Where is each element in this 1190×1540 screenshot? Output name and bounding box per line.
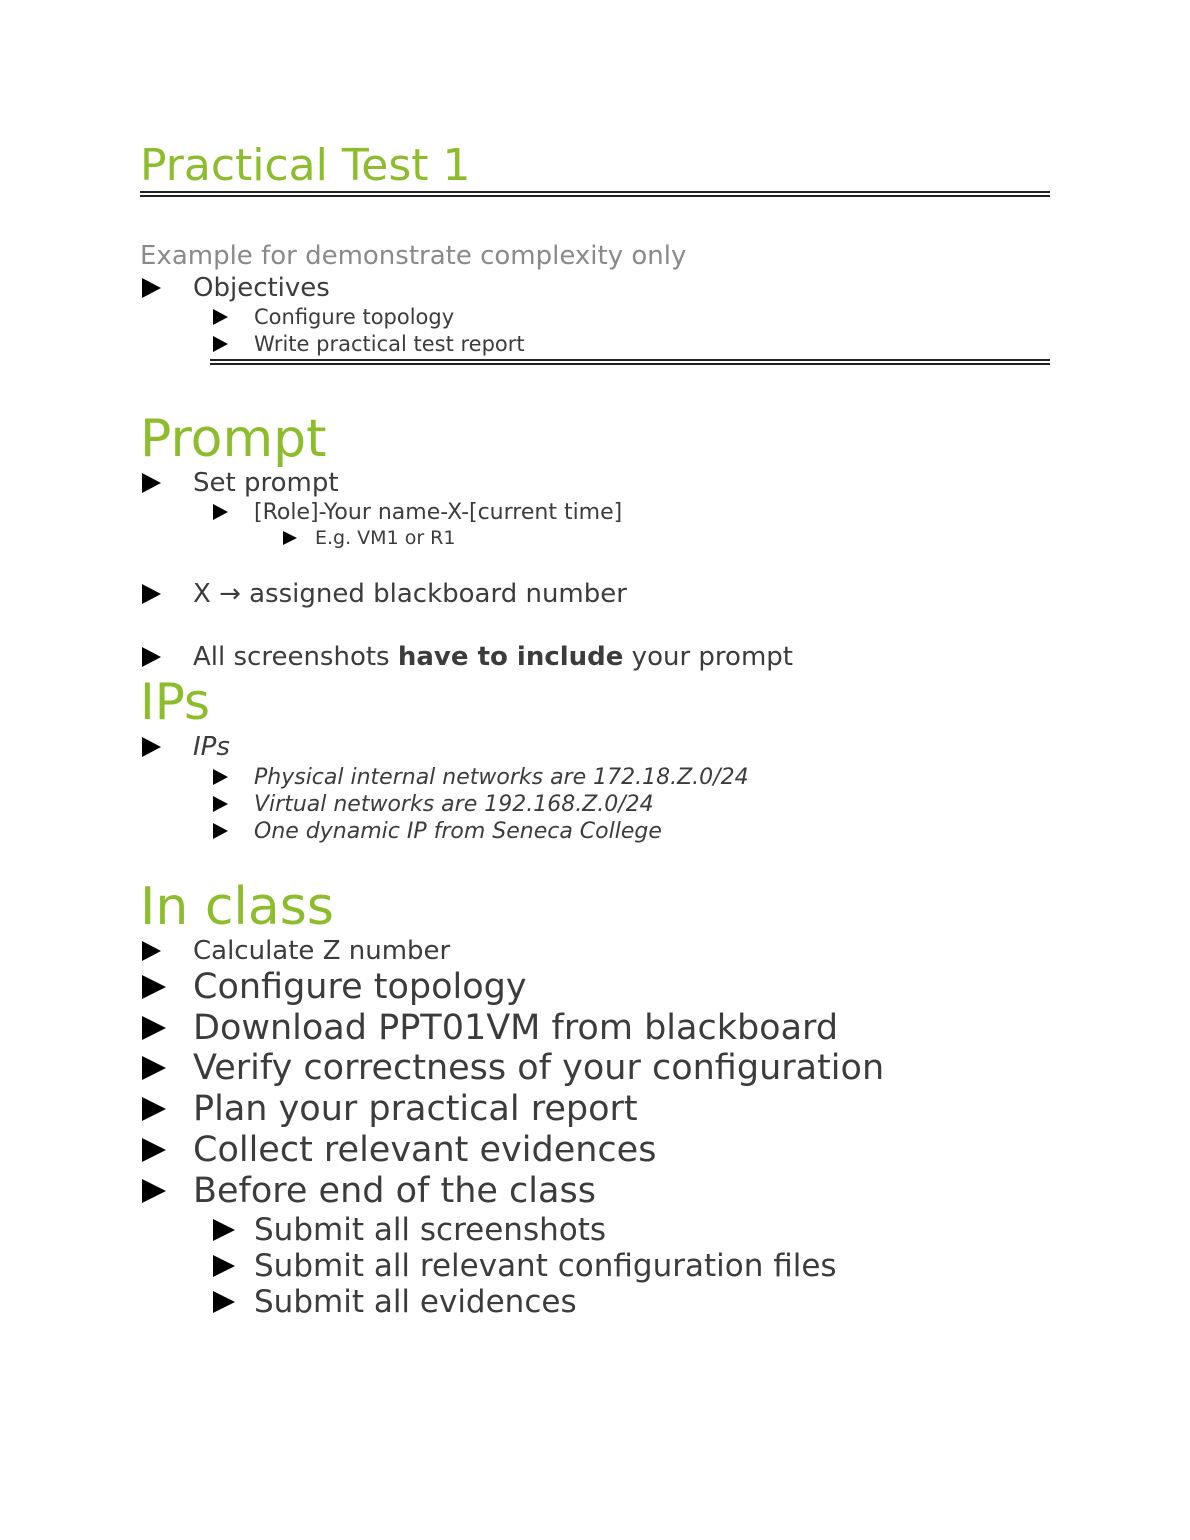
bullet-triangle-icon <box>213 1219 235 1241</box>
in-class-label: Plan your practical report <box>193 1089 638 1129</box>
section-heading-ips: IPs <box>140 673 211 731</box>
in-class-item <box>142 966 527 1008</box>
objectives-item <box>142 272 330 304</box>
emphasis-text: have to include <box>397 642 624 672</box>
bullet-triangle-icon <box>142 737 161 757</box>
in-class-label: Before end of the class <box>193 1171 596 1211</box>
in-class-item <box>142 1088 638 1130</box>
bullet-triangle-icon <box>142 1097 166 1121</box>
prompt-screenshots-item <box>142 641 793 673</box>
in-class-label: Collect relevant evidences <box>193 1130 657 1170</box>
ips-sub-item <box>213 817 662 845</box>
prompt-example: E.g. VM1 or R1 <box>315 527 456 549</box>
bullet-triangle-icon <box>213 769 228 785</box>
ips-sub-item <box>213 790 654 818</box>
bullet-triangle-icon <box>213 336 228 352</box>
in-class-label: Configure topology <box>193 967 527 1007</box>
in-class-item <box>142 1170 596 1212</box>
in-class-item <box>142 1047 884 1089</box>
bullet-triangle-icon <box>213 796 228 812</box>
ips-sub-label: Virtual networks are 192.168.Z.0/24 <box>254 791 654 817</box>
ips-sub-item <box>213 763 749 791</box>
in-class-item <box>142 1007 838 1049</box>
bullet-triangle-icon <box>283 531 297 545</box>
bullet-triangle-icon <box>142 941 161 961</box>
ips-sub-label: Physical internal networks are 172.18.Z.0/24 <box>254 764 749 790</box>
objective-item <box>213 331 525 357</box>
bullet-triangle-icon <box>142 278 161 298</box>
bullet-triangle-icon <box>213 823 228 839</box>
bullet-triangle-icon <box>142 975 166 999</box>
in-class-sub-label: Submit all relevant configuration files <box>254 1248 837 1284</box>
in-class-sub-item <box>213 1247 837 1285</box>
objectives-divider <box>210 359 1050 365</box>
bullet-triangle-icon <box>142 1016 166 1040</box>
bullet-triangle-icon <box>142 1138 166 1162</box>
ips-item <box>142 731 230 763</box>
objective-label: Write practical test report <box>254 332 525 356</box>
ips-label: IPs <box>193 732 230 762</box>
prompt-format: [Role]-Your name-X-[current time] <box>254 499 623 525</box>
objective-item <box>213 304 454 330</box>
section-heading-in-class: In class <box>140 877 334 937</box>
prompt-x-label: X → assigned blackboard number <box>193 579 627 609</box>
in-class-label: Calculate Z number <box>193 936 451 966</box>
section-heading-prompt: Prompt <box>140 409 327 469</box>
bullet-triangle-icon <box>142 473 161 493</box>
prompt-x-item <box>142 578 627 610</box>
prompt-screenshots-text: All screenshots have to include your prompt <box>193 642 793 672</box>
bullet-triangle-icon <box>213 1255 235 1277</box>
page-title: Practical Test 1 <box>140 140 471 191</box>
in-class-item <box>142 1129 656 1171</box>
bullet-triangle-icon <box>142 1056 166 1080</box>
prompt-example-item <box>283 526 455 550</box>
title-divider <box>140 191 1050 197</box>
bullet-triangle-icon <box>213 1291 235 1313</box>
subtitle: Example for demonstrate complexity only <box>140 241 687 271</box>
prompt-item <box>142 467 339 499</box>
in-class-sub-item <box>213 1211 606 1249</box>
prompt-label: Set prompt <box>193 468 339 498</box>
bullet-triangle-icon <box>142 584 161 604</box>
objective-label: Configure topology <box>254 305 455 329</box>
bullet-triangle-icon <box>213 309 228 325</box>
objectives-label: Objectives <box>193 273 330 303</box>
ips-sub-label: One dynamic IP from Seneca College <box>254 818 662 844</box>
in-class-sub-item <box>213 1283 577 1321</box>
in-class-label: Download PPT01VM from blackboard <box>193 1008 839 1048</box>
bullet-triangle-icon <box>142 647 161 667</box>
bullet-triangle-icon <box>213 504 228 520</box>
bullet-triangle-icon <box>142 1179 166 1203</box>
prompt-format-item <box>213 498 622 526</box>
in-class-sub-label: Submit all evidences <box>254 1284 577 1320</box>
in-class-sub-label: Submit all screenshots <box>254 1212 607 1248</box>
in-class-item <box>142 935 450 967</box>
in-class-label: Verify correctness of your configuration <box>193 1048 885 1088</box>
